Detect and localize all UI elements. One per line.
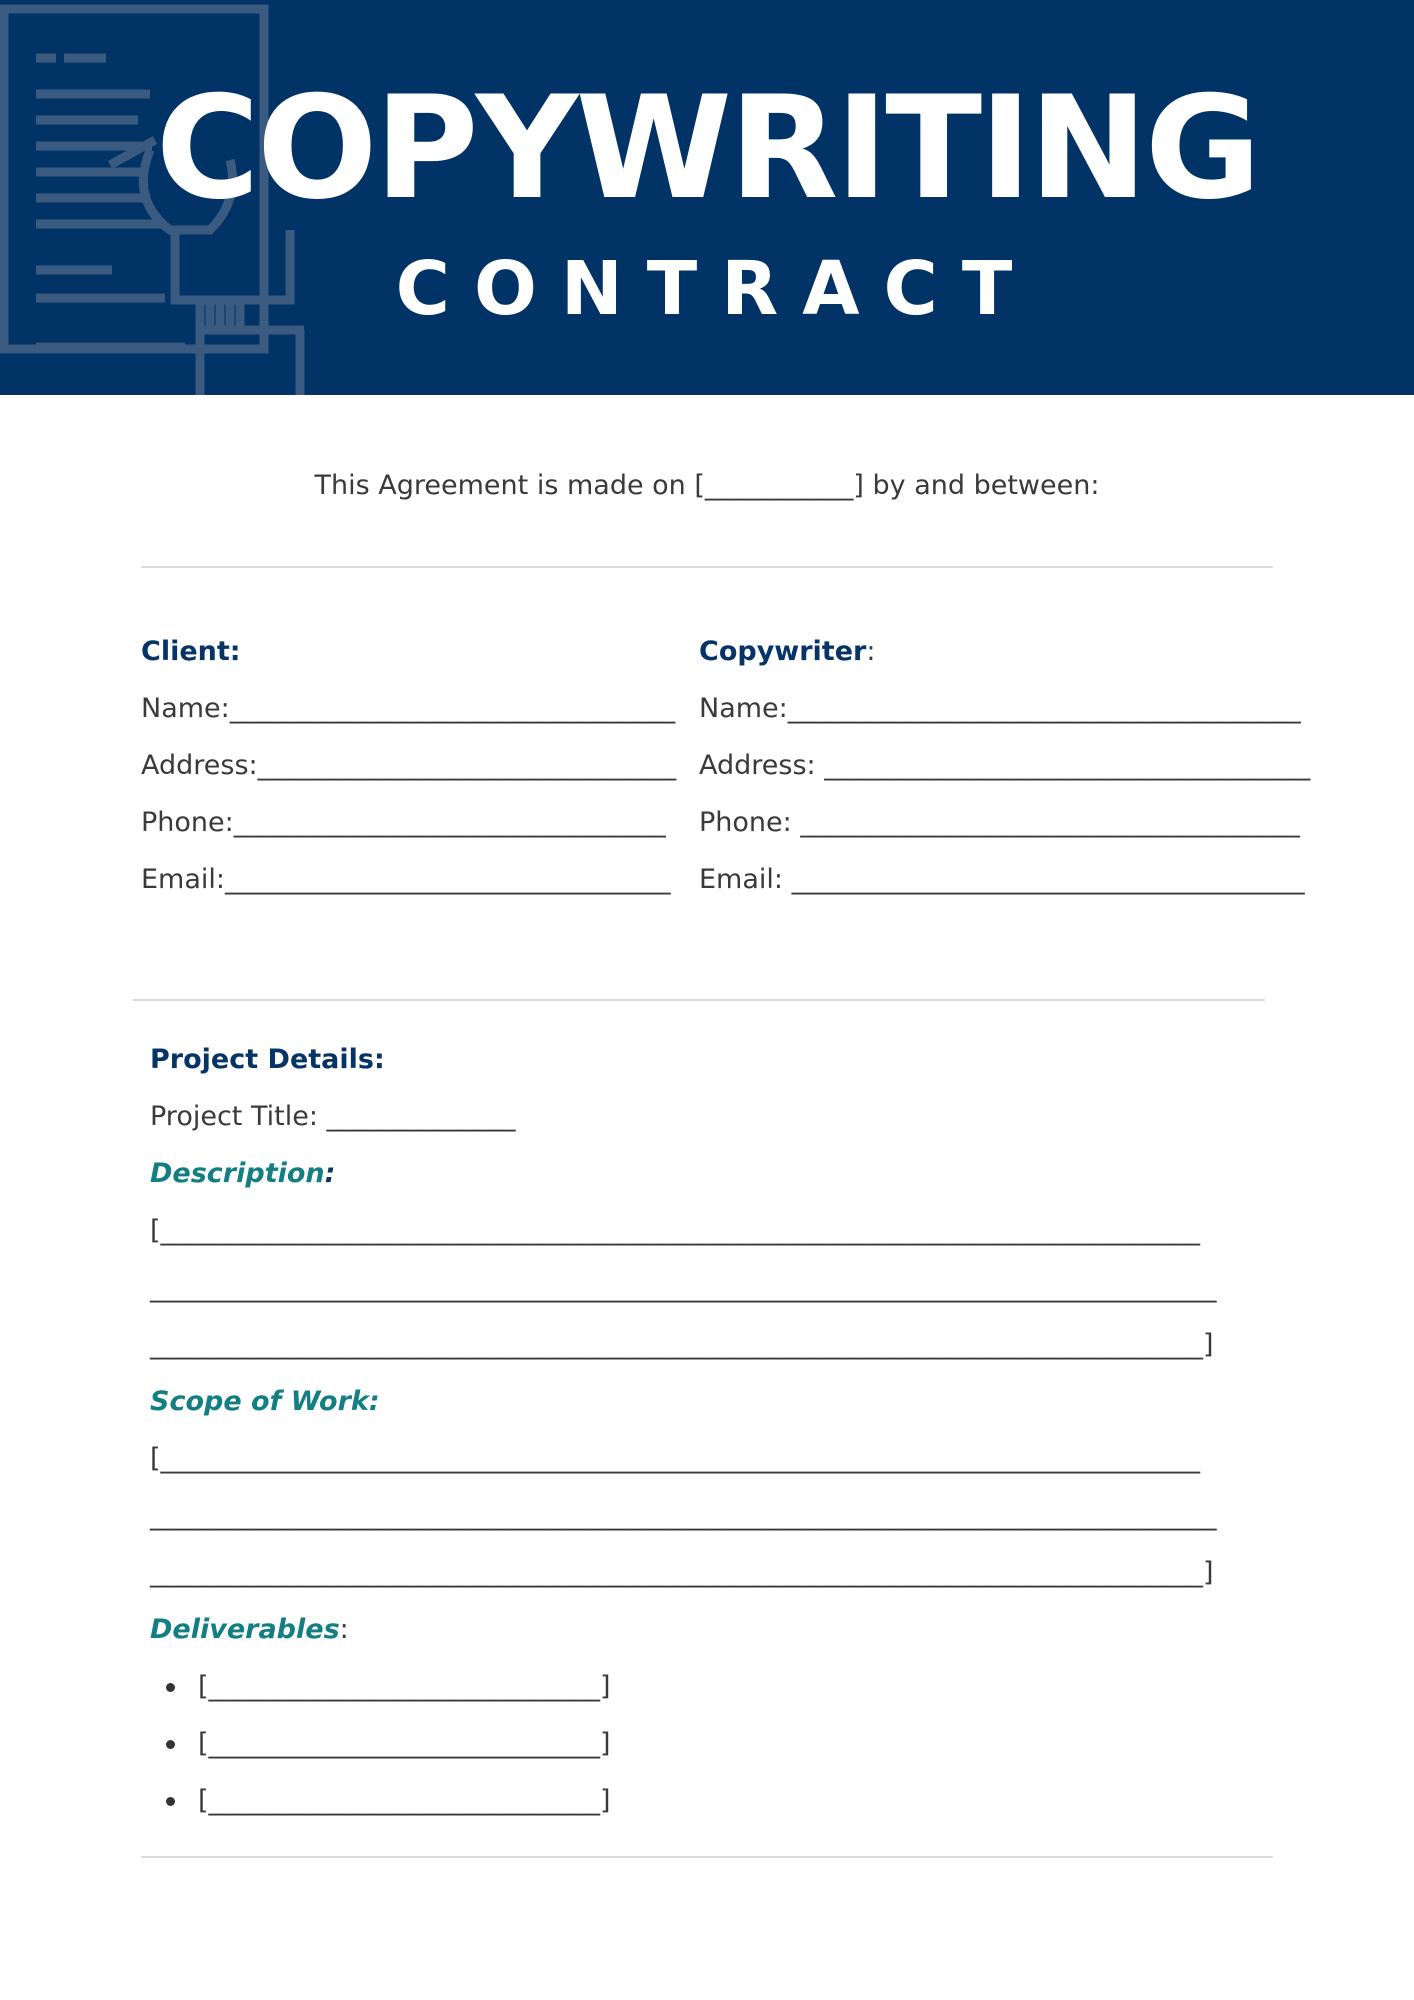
project-details-heading: Project Details:: [150, 1044, 385, 1075]
description-line[interactable]: [_____________________________________________________________________________: [150, 1215, 1201, 1246]
description-label: Description: [150, 1158, 325, 1189]
description-label-colon: :: [324, 1158, 336, 1189]
copywriter-phone-field[interactable]: Phone: _____________________________________: [699, 807, 1300, 838]
deliverables-label-group: [150, 1616, 349, 1643]
agreement-intro: This Agreement is made on [___________] by and between:: [314, 470, 1100, 501]
copywriter-label-group: [699, 638, 875, 665]
client-address-field[interactable]: Address:_______________________________: [141, 750, 677, 781]
deliverable-item[interactable]: [_____________________________]: [198, 1728, 611, 1759]
copywriter-label: Copywriter: [699, 636, 867, 667]
document-subtitle: CONTRACT: [395, 246, 1037, 332]
divider: [141, 566, 1273, 568]
deliverable-item[interactable]: [_____________________________]: [198, 1671, 611, 1702]
client-phone-field[interactable]: Phone:________________________________: [141, 807, 666, 838]
copywriter-name-field[interactable]: Name:______________________________________: [699, 693, 1301, 724]
scope-line[interactable]: [_____________________________________________________________________________: [150, 1443, 1201, 1474]
project-title-field[interactable]: Project Title: ______________: [150, 1101, 516, 1132]
copywriter-address-field[interactable]: Address: ____________________________________: [699, 750, 1311, 781]
deliverables-label-colon: :: [339, 1614, 349, 1645]
divider: [133, 999, 1265, 1001]
scope-line[interactable]: _______________________________________________________________________________: [150, 1500, 1217, 1531]
bullet-icon: [166, 1797, 175, 1806]
document-title: COPYWRITING: [155, 66, 1259, 231]
description-line[interactable]: ______________________________________________________________________________]: [150, 1329, 1214, 1360]
scope-line[interactable]: ______________________________________________________________________________]: [150, 1557, 1214, 1588]
divider: [141, 1856, 1273, 1858]
scope-of-work-label: Scope of Work:: [150, 1386, 380, 1417]
deliverable-item[interactable]: [_____________________________]: [198, 1785, 611, 1816]
bullet-icon: [166, 1740, 175, 1749]
client-label: Client:: [141, 636, 241, 667]
deliverables-label: Deliverables: [150, 1614, 340, 1645]
description-label-group: [150, 1160, 335, 1187]
description-line[interactable]: _______________________________________________________________________________: [150, 1272, 1217, 1303]
client-name-field[interactable]: Name:_________________________________: [141, 693, 676, 724]
client-email-field[interactable]: Email:_________________________________: [141, 864, 671, 895]
bullet-icon: [166, 1683, 175, 1692]
copywriter-email-field[interactable]: Email: ______________________________________: [699, 864, 1305, 895]
header-banner: [0, 0, 1414, 395]
copywriter-label-colon: :: [866, 636, 876, 667]
